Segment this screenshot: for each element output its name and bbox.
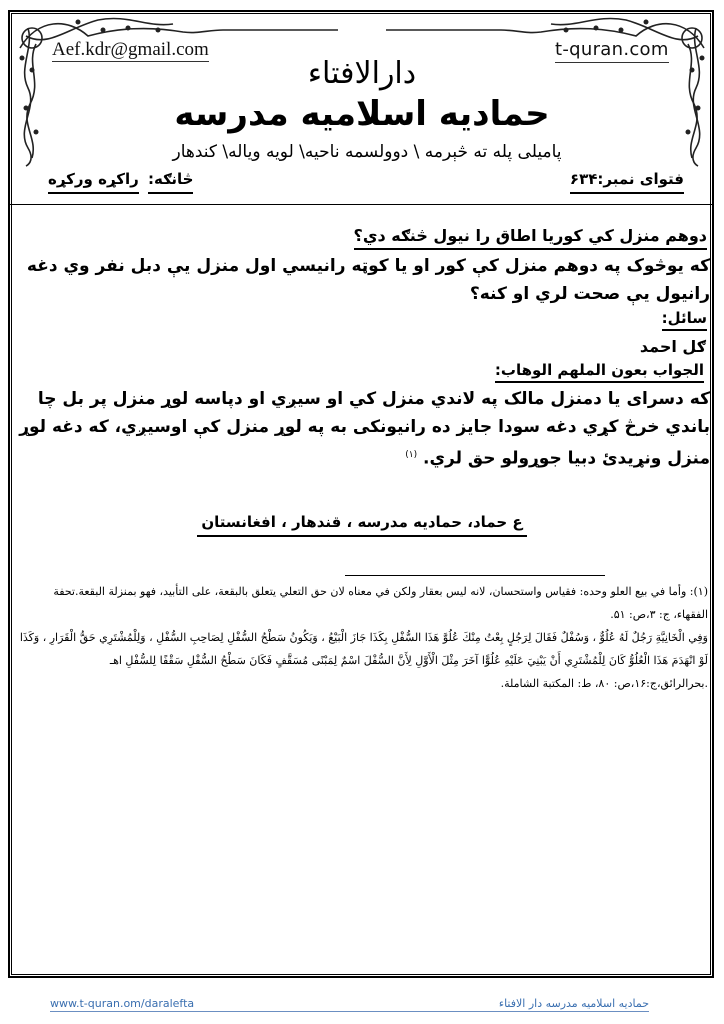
page-subtitle: دارالافتاء — [307, 56, 417, 91]
category-label: څانګه: — [148, 170, 193, 194]
footnote-ref[interactable]: (۱) — [405, 450, 418, 460]
footnote-item: (۱): وأما في بيع العلو وحده: فقياس واستحسان، لانه ليس بعقار ولكن في معناه لان حق التعلي يتعلق بالبقعة، على التأبيد، فهو بمنزلة البقعة.تحفة الفقهاء، ج: ۳،ص: ۵۱. — [53, 585, 708, 621]
footnote-item: وَفِي الْخَانِيَّةِ رَجُلٌ لَهُ عُلُوٌّ ، وَسُفْلٌ فَقَالَ لِرَجُلٍ بِعْتُ مِنْكَ عُلُوَّ هَذَا السُّفْلِ بِكَذَا جَازَ الْبَيْعُ ، وَيَكُونُ سَطْحُ السُّفْلِ لِصَاحِبِ السُّفْلِ ، وَلِلْمُشْتَرِي حَقُّ الْقَرَارِ ، وَكَذَا لَوْ انْهَدَمَ هَذَا الْعُلُوُّ كَانَ لِلْمُشْتَرِي أَنْ يَبْنِيَ عَلَيْهِ عُلُوًّا آخَرَ مِثْلَ الْأَوَّلِ لِأَنَّ السُّفْلَ اسْمٌ لِمَبْنًى مُسَقَّفٍ فَكَانَ سَطْحُ السُّفْلِ سَقْفًا لِلسُّفْلِ اهـ .بحرالرائق،ج:۱۶،ص: ۸۰، ط: المكتبة الشاملة. — [19, 631, 708, 690]
address: پامیلی پله ته څېرمه \ دوولسمه ناحیه\ لویه ویاله\ کندهار — [172, 142, 562, 162]
signature-text: ع حماد، حمادیه مدرسه ، قندهار ، افغانستان — [197, 513, 526, 537]
category-value: راکړه ورکړه — [48, 170, 139, 194]
page-title: حمادیه اسلامیه مدرسه — [174, 94, 550, 134]
footnote-divider — [345, 575, 605, 576]
category — [48, 170, 193, 188]
fatwa-number-label: فتوای نمبر: — [597, 170, 684, 188]
answer-text — [14, 385, 710, 473]
fatwa-number — [570, 170, 684, 194]
footnotes — [16, 580, 708, 695]
answer-body: که دسرای یا دمنزل مالک په لاندي منزل کي او سیږي او دپاسه لوړ منزل پر بل چا باندي خرڅ کړي دغه سودا جایز ده رانیونکی به په لوړ منزل کې اوسیږي، که دغه لوړ منزل ونړیدئ دبیا جوړولو حق لري. — [19, 389, 710, 469]
website-link[interactable]: t-quran.com — [555, 40, 669, 63]
footer-url-link[interactable]: www.t-quran.om/daralefta — [50, 997, 370, 1012]
question-text: که یوڅوک په دوهم منزل کې کور او یا کوټه رانیسي اول منزل یې دبل نفر وي دغه رانیول یې صحت لري او کنه؟ — [26, 256, 710, 304]
fatwa-body — [14, 226, 710, 473]
signature — [0, 512, 724, 537]
header-divider — [10, 204, 714, 205]
asker-name: ګل احمد — [639, 337, 706, 356]
asker-label: سائل: — [662, 309, 707, 331]
question-title: دوهم منزل کي کوریا اطاق را نیول څنګه دي؟ — [354, 226, 707, 250]
answer-title: الجواب بعون الملهم الوهاب: — [495, 361, 704, 383]
footer-name: حمادیه اسلامیه مدرسه دار الافتاء — [359, 997, 649, 1012]
email-link[interactable]: Aef.kdr@gmail.com — [52, 39, 209, 60]
fatwa-number-value: ۶۳۴ — [569, 170, 598, 188]
